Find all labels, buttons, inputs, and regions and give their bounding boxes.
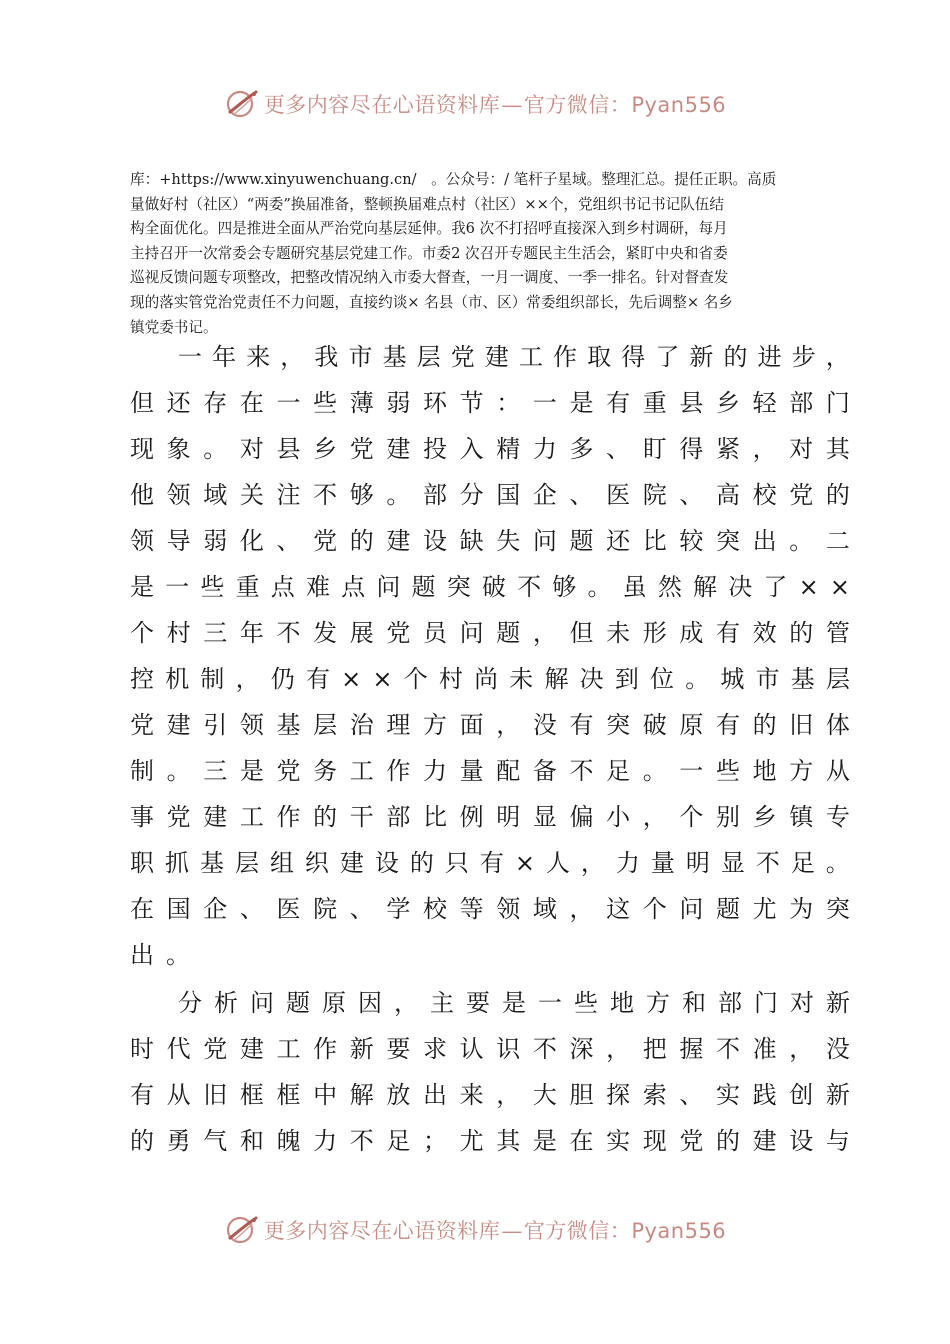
text-line: 现 象 。 对 县 乡 党 建 投 入 精 力 多 、 盯 得 紧 ， 对 其 (130, 435, 850, 463)
text-line: 巡视反馈问题专项整改，把整改情况纳入市委大督查，一月一调度、一季一排名。针对督查发 (130, 269, 729, 287)
text-line: 他 领 域 关 注 不 够 。 部 分 国 企 、 医 院 、 高 校 党 的 (130, 481, 850, 509)
text-line: 构全面优化。四是推进全面从严治党向基层延伸。我6 次不打招呼直接深入到乡村调研，每月 (130, 220, 728, 238)
text-line: 个 村 三 年 不 发 展 党 员 问 题 ， 但 未 形 成 有 效 的 管 (130, 619, 850, 647)
text-line: 镇党委书记。 (130, 318, 218, 336)
text-line: 库：+https://www.xinyuwenchuang.cn/ 。公众号：/ 笔杆子星域。整理汇总。提任正职。高质 (130, 171, 777, 188)
text-line: 领 导 弱 化 、 党 的 建 设 缺 失 问 题 还 比 较 突 出 。 二 (130, 527, 850, 555)
text-line: 的 勇 气 和 魄 力 不 足 ； 尤 其 是 在 实 现 党 的 建 设 与 (130, 1127, 850, 1155)
text-line: 制 。 三 是 党 务 工 作 力 量 配 备 不 足 。 一 些 地 方 从 (130, 757, 850, 785)
watermark-text: 更多内容尽在心语资料库—官方微信：Pyan556 (263, 1219, 727, 1243)
text-line: 但 还 存 在 一 些 薄 弱 环 节 ： 一 是 有 重 县 乡 轻 部 门 (130, 389, 850, 417)
text-line: 分 析 问 题 原 因 ， 主 要 是 一 些 地 方 和 部 门 对 新 (178, 989, 850, 1017)
text-line: 一 年 来 ， 我 市 基 层 党 建 工 作 取 得 了 新 的 进 步 ， (178, 343, 850, 371)
text-line: 在 国 企 、 医 院 、 学 校 等 领 域 ， 这 个 问 题 尤 为 突 (130, 895, 850, 923)
text-line: 时 代 党 建 工 作 新 要 求 认 识 不 深 ， 把 握 不 准 ， 没 (130, 1035, 850, 1063)
text-line: 是 一 些 重 点 难 点 问 题 突 破 不 够 。 虽 然 解 决 了 × × (130, 573, 850, 601)
watermark-banner-top (0, 82, 950, 126)
text-line: 量做好村（社区）“两委”换届准备，整顿换届难点村（社区）××个，党组织书记书记队伍结 (130, 195, 724, 213)
text-line: 主持召开一次常委会专题研究基层党建工作。市委2 次召开专题民主生活会，紧盯中央和省委 (130, 244, 728, 262)
body-paragraph-2 (130, 980, 850, 1164)
text-line: 现的落实管党治党责任不力问题，直接约谈× 名县（市、区）常委组织部长，先后调整× 名乡 (130, 293, 733, 311)
watermark-text: 更多内容尽在心语资料库—官方微信：Pyan556 (263, 93, 727, 117)
body-paragraph-1 (130, 334, 850, 978)
brush-logo-icon (224, 86, 260, 122)
text-line: 党 建 引 领 基 层 治 理 方 面 ， 没 有 突 破 原 有 的 旧 体 (130, 711, 850, 739)
brush-logo-icon (224, 1212, 260, 1248)
text-line: 出 。 (130, 941, 190, 969)
watermark-banner-bottom (0, 1208, 950, 1252)
text-line: 职 抓 基 层 组 织 建 设 的 只 有 × 人 ， 力 量 明 显 不 足 。 (130, 849, 850, 877)
text-line: 有 从 旧 框 框 中 解 放 出 来 ， 大 胆 探 索 、 实 践 创 新 (130, 1081, 850, 1109)
continuation-paragraph (130, 168, 830, 340)
text-line: 控 机 制 ， 仍 有 × × 个 村 尚 未 解 决 到 位 。 城 市 基 层 (130, 665, 850, 693)
text-line: 事 党 建 工 作 的 干 部 比 例 明 显 偏 小 ， 个 别 乡 镇 专 (130, 803, 850, 831)
